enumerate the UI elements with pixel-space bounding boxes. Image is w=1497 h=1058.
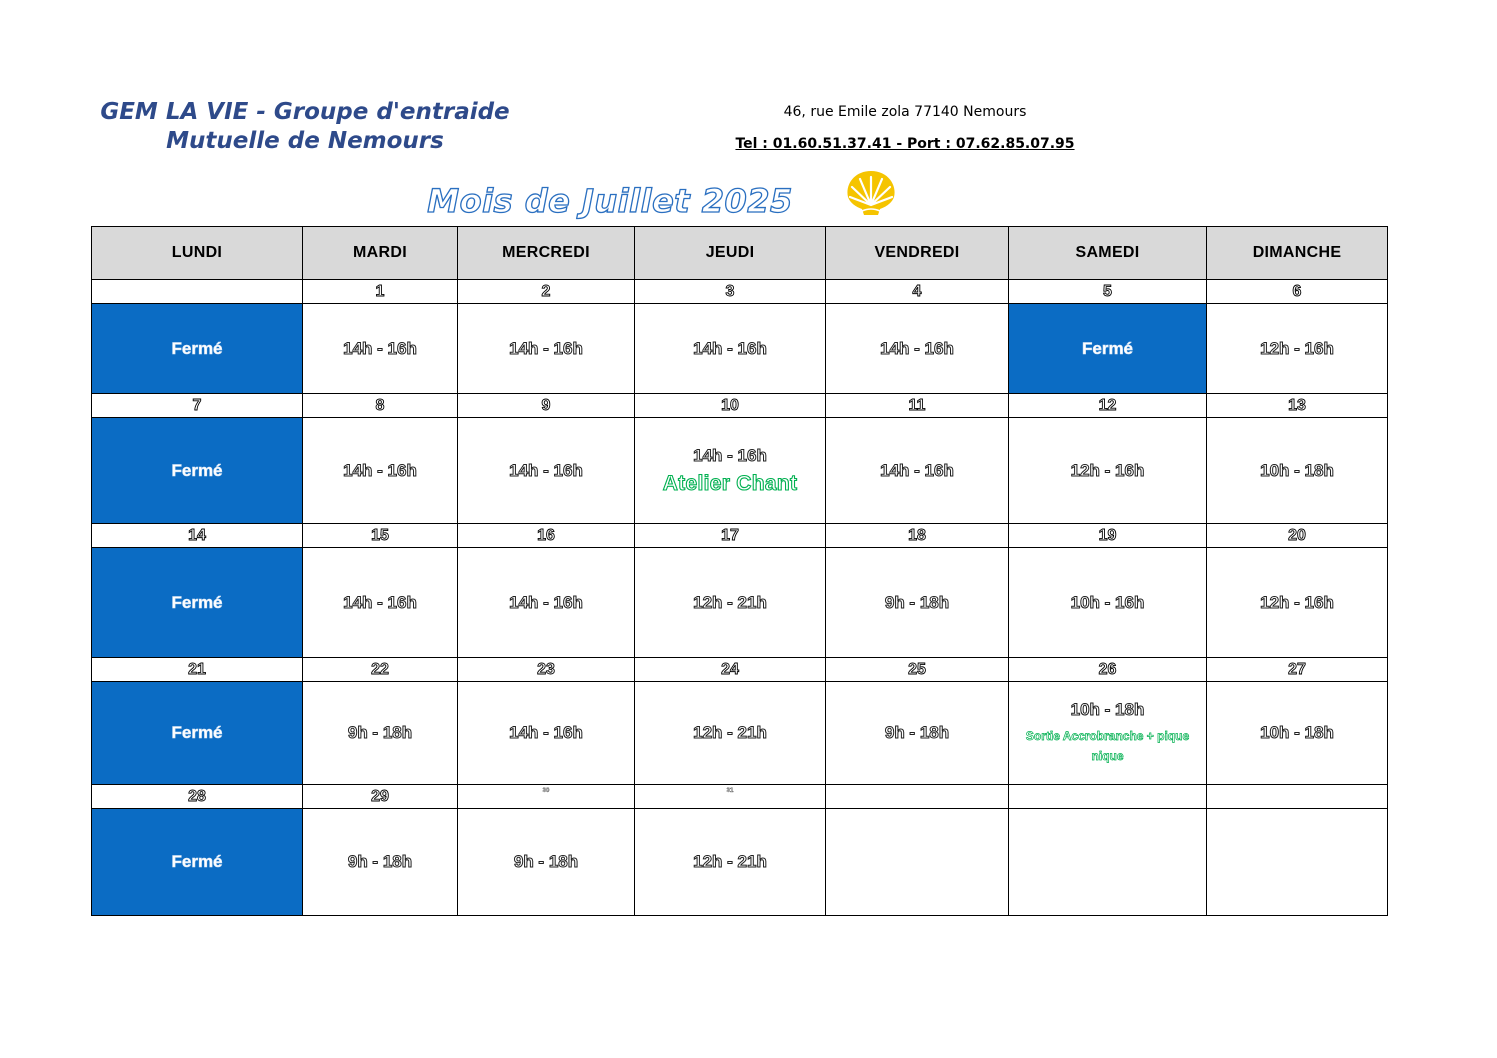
- hours-cell: 14h - 16h: [635, 304, 826, 394]
- date-cell: 11: [826, 394, 1009, 418]
- hours-cell: 14h - 16h: [303, 304, 458, 394]
- weekday-wednesday: MERCREDI: [458, 227, 635, 280]
- closed-cell: Fermé: [92, 304, 303, 394]
- date-row: [92, 394, 1388, 418]
- hours-row: [92, 682, 1388, 785]
- hours-cell: 14h - 16h: [458, 304, 635, 394]
- date-cell: 21: [92, 658, 303, 682]
- empty-cell: [1009, 809, 1207, 916]
- hours-row: [92, 809, 1388, 916]
- org-line-2: Mutuelle de Nemours: [166, 128, 444, 154]
- hours-cell: 14h - 16h: [303, 548, 458, 658]
- date-cell: 15: [303, 524, 458, 548]
- empty-cell: [826, 809, 1009, 916]
- hours-cell: 12h - 21h: [635, 682, 826, 785]
- hours-text: 14h - 16h: [693, 445, 767, 465]
- weekday-header-row: [92, 227, 1388, 280]
- date-cell: 27: [1207, 658, 1388, 682]
- date-cell: 5: [1009, 280, 1207, 304]
- date-cell: 20: [1207, 524, 1388, 548]
- date-cell: [92, 280, 303, 304]
- date-cell: [458, 785, 635, 809]
- seashell-icon: [842, 167, 900, 219]
- empty-cell: [1207, 809, 1388, 916]
- date-cell: 4: [826, 280, 1009, 304]
- date-cell: 23: [458, 658, 635, 682]
- hours-cell: 12h - 21h: [635, 809, 826, 916]
- date-row: [92, 658, 1388, 682]
- date-cell: 13: [1207, 394, 1388, 418]
- organization-name: [100, 98, 510, 156]
- date-cell: 3: [635, 280, 826, 304]
- month-title: Mois de Juillet 2025: [427, 182, 793, 220]
- hours-cell: 10h - 16h: [1009, 548, 1207, 658]
- date-cell: 12: [1009, 394, 1207, 418]
- hours-cell: 14h - 16h: [458, 418, 635, 524]
- hours-row: [92, 418, 1388, 524]
- weekday-friday: VENDREDI: [826, 227, 1009, 280]
- address: 46, rue Emile zola 77140 Nemours: [783, 104, 1027, 120]
- date-cell: 10: [635, 394, 826, 418]
- date-cell: 18: [826, 524, 1009, 548]
- closed-cell: Fermé: [92, 809, 303, 916]
- weekday-sunday: DIMANCHE: [1207, 227, 1388, 280]
- org-line-1: GEM LA VIE - Groupe d'entraide: [100, 99, 510, 125]
- date-row: [92, 785, 1388, 809]
- event-atelier-chant: Atelier Chant: [662, 471, 798, 495]
- hours-cell: 9h - 18h: [303, 682, 458, 785]
- calendar-table: [91, 226, 1388, 916]
- hours-cell: 9h - 18h: [826, 548, 1009, 658]
- hours-cell: 12h - 16h: [1207, 548, 1388, 658]
- hours-cell: 12h - 16h: [1207, 304, 1388, 394]
- date-cell: 28: [92, 785, 303, 809]
- contact-info: [730, 102, 1080, 154]
- closed-cell: Fermé: [92, 418, 303, 524]
- hours-text: 10h - 18h: [1070, 700, 1145, 719]
- date-cell: 22: [303, 658, 458, 682]
- weekday-saturday: SAMEDI: [1009, 227, 1207, 280]
- weekday-tuesday: MARDI: [303, 227, 458, 280]
- date-cell: 17: [635, 524, 826, 548]
- hours-cell: 10h - 18h: [1207, 682, 1388, 785]
- event-sortie-accrobranche: Sortie Accrobranche + pique nique: [1025, 729, 1190, 763]
- hours-cell: 12h - 16h: [1009, 418, 1207, 524]
- date-cell: 24: [635, 658, 826, 682]
- date-cell: 8: [303, 394, 458, 418]
- date-row: [92, 524, 1388, 548]
- date-cell: 26: [1009, 658, 1207, 682]
- date-cell: 6: [1207, 280, 1388, 304]
- date-tiny: 31: [726, 787, 734, 794]
- phone-numbers: Tel : 01.60.51.37.41 - Port : 07.62.85.07.95: [735, 136, 1075, 152]
- hours-cell: 12h - 21h: [635, 548, 826, 658]
- closed-cell: Fermé: [1009, 304, 1207, 394]
- event-cell: [1009, 682, 1207, 785]
- weekday-monday: LUNDI: [92, 227, 303, 280]
- weekday-thursday: JEUDI: [635, 227, 826, 280]
- hours-cell: 10h - 18h: [1207, 418, 1388, 524]
- hours-row: [92, 304, 1388, 394]
- date-cell: [1009, 785, 1207, 809]
- hours-cell: 14h - 16h: [826, 304, 1009, 394]
- date-cell: 9: [458, 394, 635, 418]
- date-cell: 29: [303, 785, 458, 809]
- date-cell: 14: [92, 524, 303, 548]
- date-cell: 2: [458, 280, 635, 304]
- date-cell: [1207, 785, 1388, 809]
- hours-cell: 9h - 18h: [826, 682, 1009, 785]
- hours-row: [92, 548, 1388, 658]
- date-cell: 25: [826, 658, 1009, 682]
- date-cell: 1: [303, 280, 458, 304]
- closed-cell: Fermé: [92, 682, 303, 785]
- date-cell: 19: [1009, 524, 1207, 548]
- date-row: [92, 280, 1388, 304]
- date-cell: 16: [458, 524, 635, 548]
- closed-cell: Fermé: [92, 548, 303, 658]
- hours-cell: 14h - 16h: [458, 548, 635, 658]
- hours-cell: 14h - 16h: [826, 418, 1009, 524]
- hours-cell: 9h - 18h: [458, 809, 635, 916]
- hours-cell: 14h - 16h: [458, 682, 635, 785]
- hours-cell: 9h - 18h: [303, 809, 458, 916]
- date-tiny: 30: [542, 787, 550, 794]
- date-cell: [826, 785, 1009, 809]
- date-cell: 7: [92, 394, 303, 418]
- date-cell: [635, 785, 826, 809]
- hours-cell: 14h - 16h: [303, 418, 458, 524]
- event-cell: [635, 418, 826, 524]
